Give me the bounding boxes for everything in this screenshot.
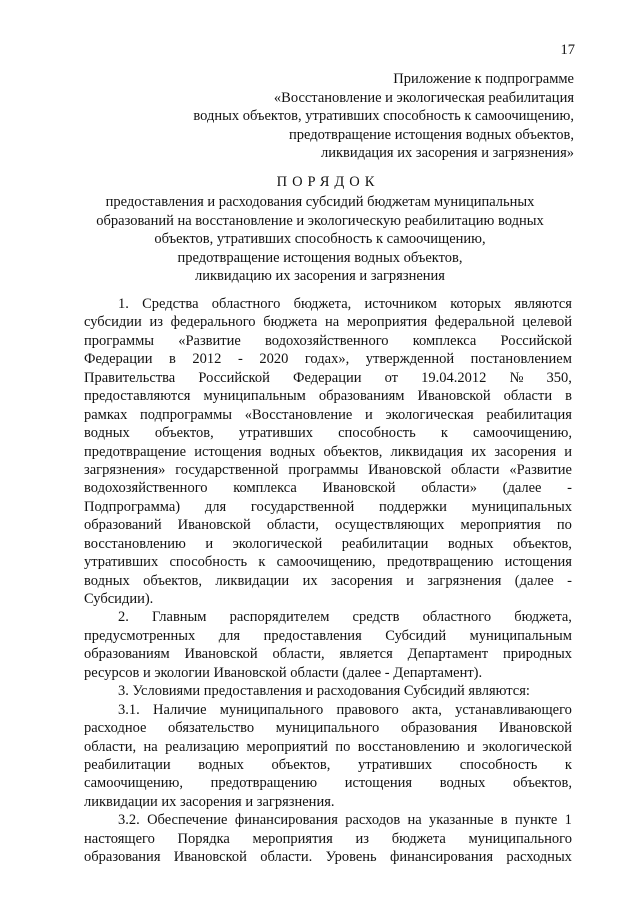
body-word: способность [338,425,416,442]
body-word: в [169,351,176,368]
body-word: бюджета, [514,609,572,626]
body-word: настоящего [84,830,155,847]
body-word: Российской [198,369,270,386]
body-word: восстановлению [84,535,186,552]
body-word: муниципальным [203,388,306,405]
page-number: 17 [560,42,575,58]
body-word: Департамент [407,646,489,663]
body-word: являются [514,296,572,312]
body-word: самоочищению, [473,425,572,442]
body-word: финансирования [389,849,494,866]
body-text-line [84,738,572,756]
body-text-line [84,350,572,368]
body-word: годах», [304,351,350,368]
body-text-line [84,406,572,424]
body-word: способность [459,756,538,773]
body-word: на [324,314,340,331]
body-word: - [567,480,572,497]
body-word: объектов, [143,572,203,589]
body-word: и [406,572,414,589]
body-word: области, [84,738,137,755]
document-subtitle [70,193,570,286]
body-word: Обеспечение [147,812,228,829]
body-word: самоочищению, [84,775,183,792]
body-word: для [218,627,241,644]
body-word: утративших [357,756,433,773]
body-word: 350, [546,369,572,386]
body-word: средств [352,609,400,626]
document-title: ПОРЯДОК [276,174,380,190]
body-word: 1. [118,296,129,312]
body-word: их [302,572,318,589]
body-word: и [365,406,373,423]
body-text-line [84,701,572,719]
body-word: водных [439,775,486,792]
document-body [84,295,572,867]
body-word: образования [400,720,478,737]
appendix-line: водных объектов, утративших способность к самоочищению, [193,108,574,125]
body-word: утвержденной [365,351,455,368]
body-word: Ивановской [184,646,258,663]
body-word: и [205,535,214,552]
subtitle-line: предоставления и расходования субсидий бюджетам муниципальных [105,194,535,210]
body-text-line [84,535,572,553]
body-word: бюджета [391,830,446,847]
body-word: области» [421,480,477,497]
body-word: мероприятий [246,738,328,755]
body-word: «Восстановление [244,406,353,423]
body-text-line [84,756,572,774]
body-text-line [84,811,572,829]
body-word: загрязнения» [84,461,166,478]
body-word: 19.04.2012 [421,369,487,386]
body-word: государственной [175,461,279,478]
body-word: устанавливающего [455,701,572,718]
body-word: водных [84,572,130,589]
body-word: программы [288,461,359,478]
body-word: постановлением [470,351,572,368]
body-word: Ивановской [498,720,572,737]
body-word: Ивановской [173,849,247,866]
body-word: «Развитие [509,461,572,478]
body-word: Правительства [84,369,176,386]
body-word: ликвидации их засорения и загрязнения. [84,793,335,810]
body-word: (далее [514,572,554,589]
body-word: водохозяйственного [265,332,389,349]
body-word: Порядка [177,830,230,847]
body-word: утративших [238,425,314,442]
body-word: истощения [344,775,413,792]
body-word: - [237,351,243,368]
body-word: экологическая [385,406,474,423]
body-word: является [339,646,393,663]
body-word: комплекса [233,480,297,497]
body-word: реабилитации [341,535,429,552]
body-text-line [84,313,572,331]
body-text-line [84,332,572,350]
body-word: - [567,572,572,589]
body-word: области [503,388,553,405]
body-word: подпрограммы [140,406,233,423]
body-text-line [84,608,572,626]
subtitle-line: ликвидацию их засорения и загрязнения [195,268,445,285]
body-word: объектов, [271,756,331,773]
body-word: экологической [482,738,572,755]
body-word: мероприятия [252,830,333,847]
body-word: Субсидии). [84,591,154,607]
body-word: предоставления [263,627,362,644]
body-word: предоставляются [84,388,191,405]
body-word: утративших [84,554,159,571]
body-word: образованиям [84,646,170,663]
body-text-line [84,793,572,811]
body-word: Ивановской [177,517,251,534]
body-word: пункте [514,812,558,829]
body-text-line [84,590,572,608]
body-word: реабилитации [84,756,171,773]
appendix-header [124,70,574,163]
body-word: мероприятия [460,517,541,534]
body-word: Федерации [84,351,153,368]
body-word: финансирования [234,812,338,829]
body-text-line [84,682,572,700]
body-word: программы [84,332,154,349]
body-text-line [84,498,572,516]
body-word: Ивановской [368,461,442,478]
body-word: водных [269,443,316,460]
body-word: муниципального [275,720,380,737]
body-word: самоочищению, [276,554,376,571]
body-word: на [407,812,422,829]
body-word: муниципального [468,830,572,847]
body-word: 3. Условиями предоставления и расходования Субсидий являются: [118,683,530,700]
body-word: 3.2. [118,812,140,829]
body-word: для [204,498,227,515]
body-text-line [84,848,572,866]
body-word: истощения [504,554,572,571]
body-word: 1 [564,812,572,829]
body-text-line [84,830,572,848]
body-word: по [556,517,572,534]
body-word: на [143,738,158,755]
body-text-line [84,461,572,479]
body-word: (далее [502,480,542,497]
body-word: образования [84,849,161,866]
body-word: мероприятия [346,314,428,331]
body-word: которых [450,296,502,312]
body-word: в [500,812,508,829]
body-word: и [564,443,572,460]
body-text-line [84,572,572,590]
body-word: рамках [84,406,128,423]
body-word: предусмотренных [84,627,196,644]
body-word: загрязнения [427,572,502,589]
body-word: от [384,369,399,386]
body-word: водохозяйственного [84,480,208,497]
body-text-line [84,664,572,682]
body-word: поддержки [378,498,447,515]
body-word: истощения [194,443,262,460]
body-word: субсидии [84,314,142,331]
body-word: 2. [118,609,129,626]
body-word: Средства [142,296,199,312]
body-word: предотвращение [84,443,187,460]
body-word: Российской [500,332,572,349]
body-word: муниципальным [469,627,572,644]
body-word: реабилитация [486,406,572,423]
body-word: предотвращению [386,554,494,571]
body-word: Наличие [152,701,207,718]
body-word: источником [364,296,437,312]
body-word: их [471,443,487,460]
body-word: объектов, [513,535,572,552]
body-word: акта, [411,701,442,718]
body-word: указанные [429,812,494,829]
body-word: ликвидации [215,572,290,589]
body-word: объектов, [323,443,383,460]
subtitle-line: предотвращение истощения водных объектов, [177,249,463,266]
subtitle-line: объектов, утративших способность к самоочищению, [154,231,486,248]
body-word: водных [84,425,130,442]
body-word: «Развитие [178,332,241,349]
appendix-line: Приложение к подпрограмме [393,71,574,87]
body-word: восстановлению [357,738,460,755]
body-word: засорения [330,572,393,589]
body-word: областного [211,296,281,312]
appendix-line: ликвидация их засорения и загрязнения» [320,145,574,162]
body-word: бюджета, [293,296,352,312]
body-text-line [84,424,572,442]
body-text-line [84,719,572,737]
body-word: Уровень [325,849,377,866]
body-word: природных [502,646,572,663]
body-word: 2012 [192,351,222,368]
body-word: образованиям [318,388,405,405]
body-word: государственной [250,498,355,515]
subtitle-line: образований на восстановление и экологическую реабилитацию водных [96,212,544,229]
body-word: области, [272,646,325,663]
body-word: области [451,461,500,478]
body-word: федеральной [434,314,515,331]
body-word: к [258,554,266,571]
body-word: и [467,738,475,755]
body-text-line [84,479,572,497]
body-word: Ивановской [322,480,396,497]
body-word: осуществляющих [335,517,445,534]
body-word: способность [169,554,248,571]
body-word: Ивановской [417,388,491,405]
appendix-line: «Восстановление и экологическая реабилитация [273,89,574,106]
body-word: водных [447,535,494,552]
body-text-line [84,516,572,534]
body-word: целевой [522,314,572,331]
body-word: экологической [232,535,323,552]
body-word: Подпрограмма) [84,498,181,515]
body-word: из [149,314,163,331]
body-word: муниципальных [471,498,572,515]
body-word: реализацию [165,738,240,755]
body-word: расходов [345,812,401,829]
body-word: бюджета [263,314,318,331]
body-text-line [84,443,572,461]
body-word: муниципального [219,701,324,718]
body-word: правового [336,701,399,718]
body-word: по [335,738,351,755]
body-word: области. [260,849,313,866]
body-word: области, [266,517,319,534]
body-word: 2020 [259,351,289,368]
body-word: Федерации [293,369,362,386]
body-word: ресурсов и экологии Ивановской области (далее - Департамент). [84,664,483,681]
body-word: в [565,388,572,405]
body-word: ликвидация [390,443,464,460]
body-word: расходных [506,849,572,866]
body-text-line [84,645,572,663]
body-word: к [440,425,448,442]
body-word: Субсидий [385,627,447,644]
body-word: расходное [84,720,147,737]
body-word: объектов, [154,425,214,442]
body-word: 3.1. [118,701,140,718]
body-word: № [509,369,524,386]
body-text-line [84,295,572,313]
body-word: федерального [170,314,256,331]
appendix-line: предотвращение истощения водных объектов, [288,126,574,143]
body-word: водных [198,756,244,773]
body-text-line [84,553,572,571]
body-word: объектов, [513,775,572,792]
body-word: распорядителем [229,609,330,626]
body-word: к [564,756,572,773]
body-text-line [84,774,572,792]
body-word: образований [84,517,162,534]
body-text-line [84,369,572,387]
body-word: предотвращению [210,775,318,792]
body-word: областного [422,609,492,626]
body-word: из [355,830,370,847]
body-text-line [84,627,572,645]
body-word: засорения [494,443,557,460]
body-word: обязательство [168,720,255,737]
body-word: Главным [151,609,207,626]
body-text-line [84,387,572,405]
body-word: комплекса [412,332,477,349]
